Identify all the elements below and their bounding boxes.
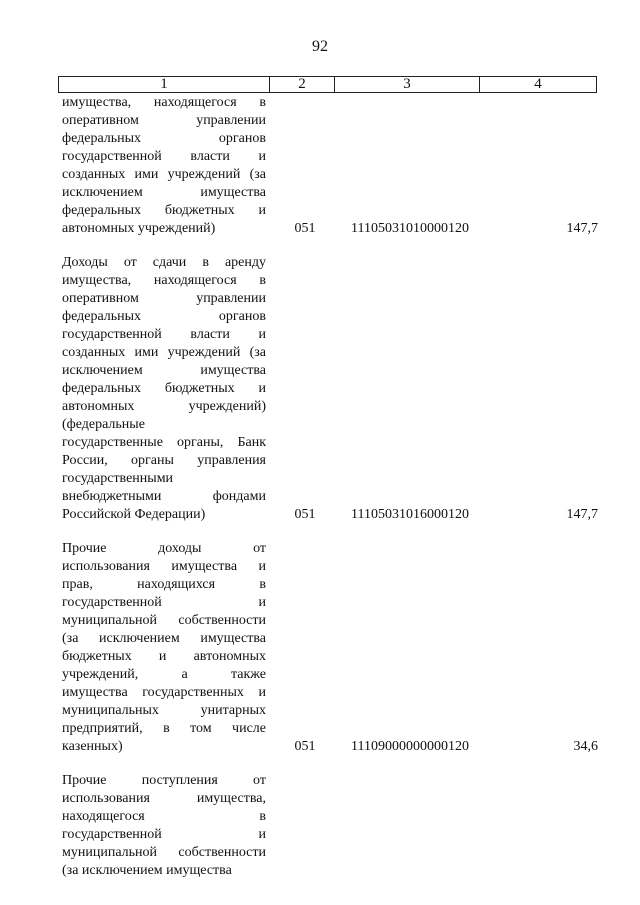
desc-line: имущества государственных и bbox=[62, 685, 266, 700]
desc-line: государственные органы, Банк bbox=[62, 435, 266, 450]
desc-line: муниципальных унитарных bbox=[62, 703, 266, 718]
desc-line: государственной и bbox=[62, 827, 266, 842]
desc-line: имущества, находящегося в bbox=[62, 95, 266, 110]
row-amount: 147,7 bbox=[566, 507, 598, 522]
row-kbk: 11109000000000120 bbox=[351, 739, 469, 754]
row-kbk: 11105031010000120 bbox=[351, 221, 469, 236]
desc-line: созданных ими учреждений (за bbox=[62, 167, 266, 182]
desc-line: Российской Федерации) bbox=[62, 507, 206, 522]
row-code: 051 bbox=[294, 507, 316, 522]
desc-line: Доходы от сдачи в аренду bbox=[62, 255, 266, 270]
desc-line: государственной власти и bbox=[62, 327, 266, 342]
desc-line: муниципальной собственности bbox=[62, 613, 266, 628]
column-header-1: 1 bbox=[160, 76, 168, 92]
column-header-4: 4 bbox=[479, 77, 596, 92]
desc-line: использования имущества и bbox=[62, 559, 266, 574]
desc-line: (федеральные bbox=[62, 417, 145, 432]
desc-line: автономных учреждений) bbox=[62, 221, 216, 236]
desc-line: бюджетных и автономных bbox=[62, 649, 266, 664]
table-row bbox=[62, 254, 602, 524]
row-description bbox=[62, 254, 266, 524]
desc-line: оперативном управлении bbox=[62, 113, 266, 128]
desc-line: федеральных бюджетных и bbox=[62, 381, 266, 396]
desc-line: оперативном управлении bbox=[62, 291, 266, 306]
desc-line: федеральных органов bbox=[62, 131, 266, 146]
desc-line: внебюджетными фондами bbox=[62, 489, 266, 504]
desc-line: использования имущества, bbox=[62, 791, 266, 806]
desc-line: находящегося в bbox=[62, 809, 266, 824]
desc-line: государственной власти и bbox=[62, 149, 266, 164]
desc-line: России, органы управления bbox=[62, 453, 266, 468]
desc-line: (за исключением имущества bbox=[62, 863, 232, 878]
desc-line: прав, находящихся в bbox=[62, 577, 266, 592]
row-kbk: 11105031016000120 bbox=[351, 507, 469, 522]
desc-line: исключением имущества bbox=[62, 363, 266, 378]
column-header-3: 3 bbox=[334, 77, 479, 92]
table-row bbox=[62, 540, 602, 756]
desc-line: (за исключением имущества bbox=[62, 631, 266, 646]
row-description bbox=[62, 540, 266, 756]
row-amount: 34,6 bbox=[573, 739, 598, 754]
table-body bbox=[62, 94, 602, 880]
desc-line: созданных ими учреждений (за bbox=[62, 345, 266, 360]
desc-line: имущества, находящегося в bbox=[62, 273, 266, 288]
desc-line: федеральных органов bbox=[62, 309, 266, 324]
row-amount: 147,7 bbox=[566, 221, 598, 236]
desc-line: государственной и bbox=[62, 595, 266, 610]
desc-line: исключением имущества bbox=[62, 185, 266, 200]
desc-line: казенных) bbox=[62, 739, 123, 754]
column-header-2: 2 bbox=[269, 77, 334, 92]
desc-line: муниципальной собственности bbox=[62, 845, 266, 860]
table-column-header bbox=[58, 76, 597, 93]
table-row bbox=[62, 94, 602, 238]
desc-line: автономных учреждений) bbox=[62, 399, 266, 414]
desc-line: Прочие доходы от bbox=[62, 541, 266, 556]
desc-line: Прочие поступления от bbox=[62, 773, 266, 788]
row-description bbox=[62, 772, 266, 880]
desc-line: государственными bbox=[62, 471, 174, 486]
desc-line: федеральных бюджетных и bbox=[62, 203, 266, 218]
page-number: 92 bbox=[312, 38, 328, 55]
row-code: 051 bbox=[294, 221, 316, 236]
table-row bbox=[62, 772, 602, 880]
row-description bbox=[62, 94, 266, 238]
row-code: 051 bbox=[294, 739, 316, 754]
desc-line: предприятий, в том числе bbox=[62, 721, 266, 736]
desc-line: учреждений, а также bbox=[62, 667, 266, 682]
